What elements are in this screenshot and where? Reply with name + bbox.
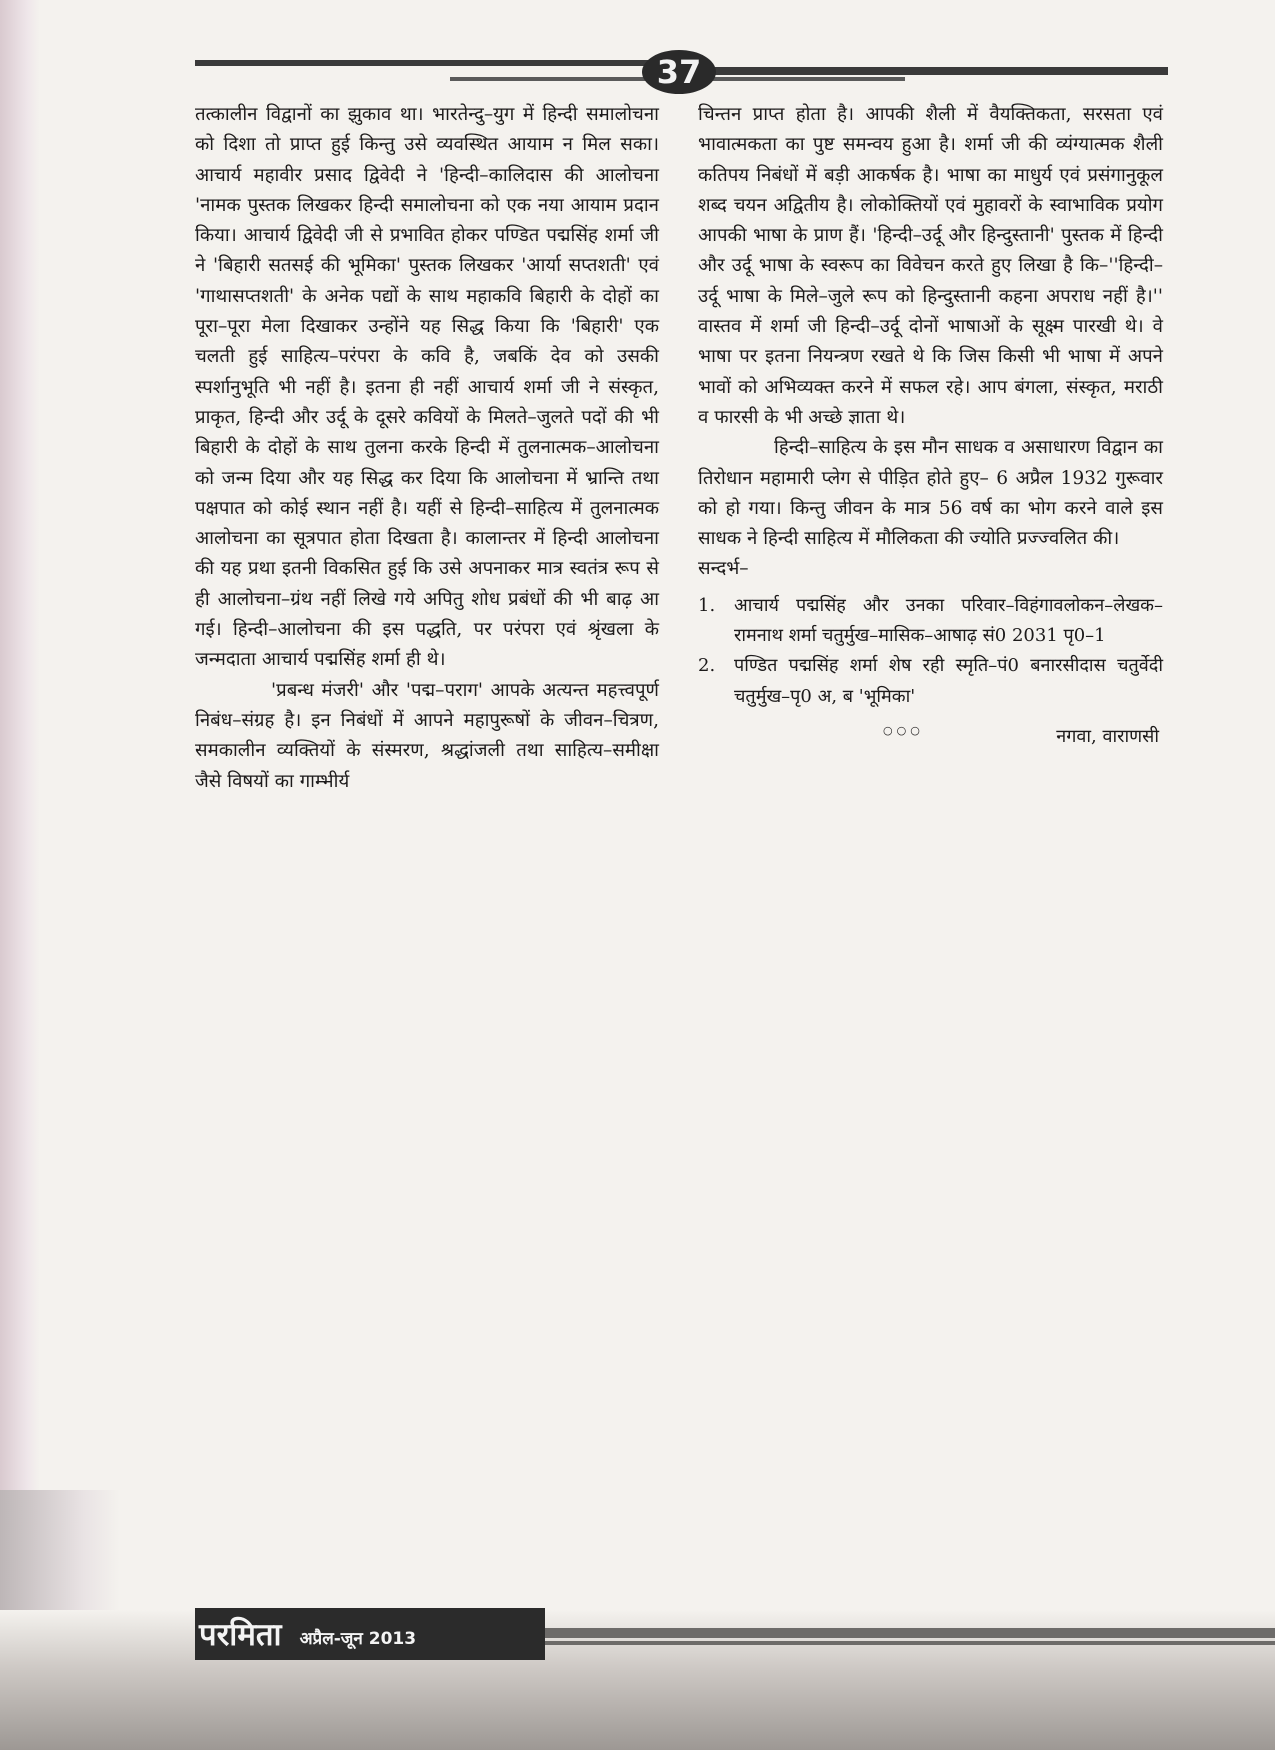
scan-bottom-left-shading	[0, 1490, 120, 1620]
left-column	[195, 100, 659, 797]
paragraph: तत्कालीन विद्वानों का झुकाव था। भारतेन्दु–युग में हिन्दी समालोचना को दिशा तो प्राप्त हुई किन्तु उसे व्यवस्थित आयाम न मिल सका। आचार्य महावीर प्रसाद द्विवेदी ने 'हिन्दी–कालिदास की आलोचना 'नामक पुस्तक लिखकर हिन्दी समालोचना को एक नया आयाम प्रदान किया। आचार्य द्विवेदी जी से प्रभावित होकर पण्डित पद्मसिंह शर्मा जी ने 'बिहारी सतसई की भूमिका' पुस्तक लिखकर 'आर्या सप्तशती' एवं 'गाथासप्तशती' के अनेक पद्यों के साथ महाकवि बिहारी के दोहों का पूरा–पूरा मेला दिखाकर उन्होंने यह सिद्ध किया कि 'बिहारी' एक चलती हुई साहित्य–परंपरा के कवि है, जबकिं देव को उसकी स्पर्शानुभूति भी नहीं है। इतना ही नहीं आचार्य शर्मा जी ने संस्कृत, प्राकृत, हिन्दी और उर्दू के दूसरे कवियों के मिलते–जुलते पदों की भी बिहारी के दोहों के साथ तुलना करके हिन्दी में तुलनात्मक–आलोचना को जन्म दिया और यह सिद्ध कर दिया कि आलोचना में भ्रान्ति तथा पक्षपात को कोई स्थान नहीं है। यहीं से हिन्दी–साहित्य में तुलनात्मक आलोचना का सूत्रपात होता दिखता है। कालान्तर में हिन्दी आलोचना की यह प्रथा इतनी विकसित हुई कि उसे अपनाकर मात्र स्वतंत्र रूप से ही आलोचना–ग्रंथ नहीं लिखे गये अपितु शोध प्रबंधों की भी बाढ़ आ गई। हिन्दी–आलोचना की इस पद्धति, पर परंपरा एवं श्रृंखला के जन्मदाता आचार्य पद्मसिंह शर्मा ही थे।	[195, 104, 659, 671]
author-location: नगवा, वाराणसी	[1056, 725, 1159, 747]
right-column	[698, 100, 1163, 752]
reference-text: आचार्य पद्मसिंह और उनका परिवार–विहंगावलोकन–लेखक–रामनाथ शर्मा चतुर्मुख–मासिक–आषाढ़ सं0 2031 पृ0–1	[734, 594, 1163, 647]
signoff-row	[698, 716, 1163, 752]
reference-number: 1.	[698, 594, 716, 616]
reference-text: पण्डित पद्मसिंह शर्मा शेष रही स्मृति–पं0 बनारसीदास चतुर्वेदी चतुर्मुख–पृ0 अ, ब 'भूमिका'	[734, 655, 1163, 707]
header-rule-right	[708, 67, 1168, 75]
header-rule-left	[195, 60, 650, 66]
paragraph: हिन्दी–साहित्य के इस मौन साधक व असाधारण विद्वान का तिरोधान महामारी प्लेग से पीड़ित होते हुए– 6 अप्रैल 1932 गुरूवार को हो गया। किन्तु जीवन के मात्र 56 वर्ष का भोग करने वाले इस साधक ने हिन्दी साहित्य में मौलिकता की ज्योति प्रज्ज्वलित की।	[698, 437, 1163, 550]
issue-date: अप्रैल-जून 2013	[299, 1628, 417, 1649]
references-title: सन्दर्भ–	[698, 558, 749, 580]
page-number: 37	[642, 50, 716, 94]
references-list	[698, 591, 1163, 712]
footer-masthead	[195, 1608, 545, 1660]
reference-item	[698, 651, 1163, 712]
paragraph: चिन्तन प्राप्त होता है। आपकी शैली में वैयक्तिकता, सरसता एवं भावात्मकता का पुष्ट समन्वय हुआ है। शर्मा जी की व्यंग्यात्मक शैली कतिपय निबंधों में बड़ी आकर्षक है। भाषा का माधुर्य एवं प्रसंगानुकूल शब्द चयन अद्वितीय है। लोकोक्तियों एवं मुहावरों के स्वाभाविक प्रयोग आपकी भाषा के प्राण हैं। 'हिन्दी–उर्दू और हिन्दुस्तानी' पुस्तक में हिन्दी और उर्दू भाषा के स्वरूप का विवेचन करते हुए लिखा है कि–''हिन्दी–उर्दू भाषा के मिले–जुले रूप को हिन्दुस्तानी कहना अपराध नहीं है।'' वास्तव में शर्मा जी हिन्दी–उर्दू दोनों भाषाओं के सूक्ष्म पारखी थे। वे भाषा पर इतना नियन्त्रण रखते थे कि जिस किसी भी भाषा में अपने भावों को अभिव्यक्त करने में सफल रहे। आप बंगला, संस्कृत, मराठी व फारसी के भी अच्छे ज्ञाता थे।	[698, 104, 1163, 428]
scan-left-edge-shading	[0, 0, 40, 1750]
reference-number: 2.	[698, 655, 716, 677]
section-end-ornament: ○○○	[883, 723, 924, 737]
journal-name: परमिता	[199, 1617, 282, 1653]
reference-item	[698, 591, 1163, 652]
paragraph: 'प्रबन्ध मंजरी' और 'पद्म–पराग' आपके अत्यन्त महत्त्वपूर्ण निबंध–संग्रह है। इन निबंधों में आपने महापुरूषों के जीवन–चित्रण, समकालीन व्यक्तियों के संस्मरण, श्रद्धांजली तथा साहित्य–समीक्षा जैसे विषयों का गाम्भीर्य	[195, 679, 659, 792]
